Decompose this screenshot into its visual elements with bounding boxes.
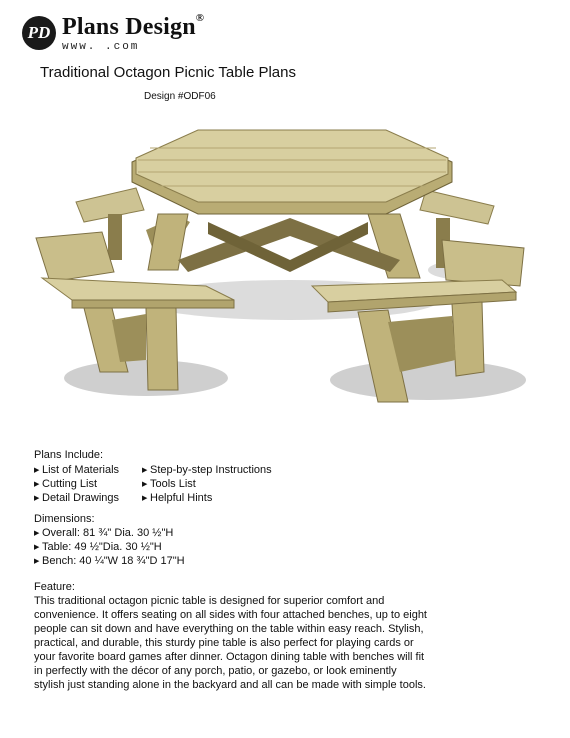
triangle-bullet-icon: ▶	[142, 467, 148, 474]
list-item: ▶ Cutting List	[34, 478, 98, 490]
page-title: Traditional Octagon Picnic Table Plans	[40, 64, 296, 81]
dimensions-heading: Dimensions:	[34, 513, 95, 525]
logo-badge: PD	[22, 16, 56, 50]
brand-logo	[22, 14, 218, 58]
feature-heading: Feature:	[34, 581, 75, 593]
list-item: ▶ Bench: 40 ¼"W 18 ¾"D 17"H	[34, 555, 185, 567]
list-item: ▶ Table: 49 ½"Dia. 30 ½"H	[34, 541, 162, 553]
plans-include-heading: Plans Include:	[34, 449, 104, 461]
list-item: ▶ Detail Drawings	[34, 492, 120, 504]
triangle-bullet-icon: ▶	[34, 544, 40, 551]
list-item: ▶ Helpful Hints	[142, 492, 213, 504]
triangle-bullet-icon: ▶	[142, 495, 148, 502]
triangle-bullet-icon: ▶	[34, 530, 40, 537]
picnic-table-illustration	[28, 110, 548, 428]
triangle-bullet-icon: ▶	[34, 495, 40, 502]
triangle-bullet-icon: ▶	[142, 481, 148, 488]
plans-include-section	[34, 448, 334, 505]
dimensions-section	[34, 512, 185, 568]
list-item: ▶ Overall: 81 ¾" Dia. 30 ½"H	[34, 527, 174, 539]
list-item: ▶ Step-by-step Instructions	[142, 464, 272, 476]
triangle-bullet-icon: ▶	[34, 467, 40, 474]
list-item: ▶ List of Materials	[34, 464, 120, 476]
design-number: Design #ODF06	[144, 91, 216, 102]
feature-description: This traditional octagon picnic table is designed for superior comfort and convenience. It offers seating on all sides with four attached benches, up to eight people can sit down and have everything on the table within easy reach. Stylish, practical, and durable, this sturdy pine table is also perfect for playing cards or your favorite board games after dinner. Octagon dining table with benches will fit in perfectly with the décor of any porch, patio, or gazebo, or look eminently stylish just standing alone in the backyard and all can be made with simple tools.	[34, 595, 427, 691]
list-item: ▶ Tools List	[142, 478, 196, 490]
triangle-bullet-icon: ▶	[34, 481, 40, 488]
triangle-bullet-icon: ▶	[34, 558, 40, 565]
logo-url: www. .com	[62, 41, 140, 53]
feature-section	[34, 580, 430, 692]
logo-name: Plans Design®	[62, 12, 205, 40]
